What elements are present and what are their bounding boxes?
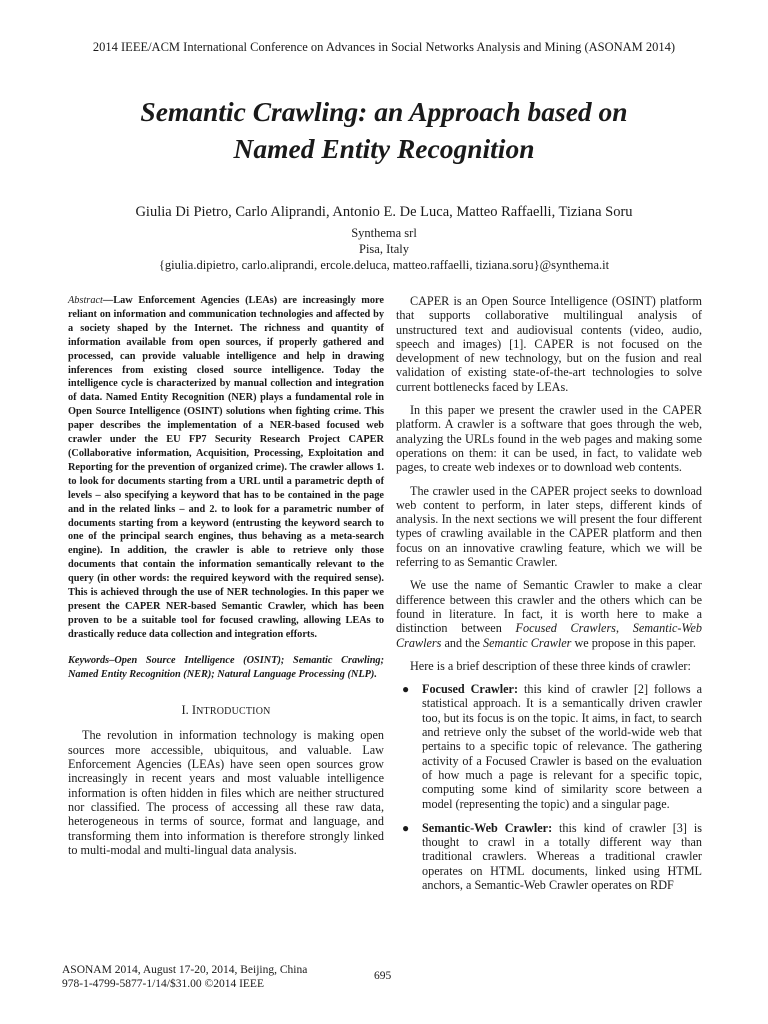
abstract: [68, 294, 384, 642]
footer: [62, 963, 307, 991]
abstract-lead: Abstract: [68, 295, 103, 306]
paragraph-caper: CAPER is an Open Source Intelligence (OSINT) platform that supports collaborative multilingual analysis of unstructured text and audiovisual contents (video, audio, speech and images) [1]. CAPER is not focused on the development of new technology, but on the fusion and real validation of existing state-of-the-art technologies to solve current bottlenecks faced by LEAs.: [396, 294, 702, 394]
distinction-text-a: We use the name of Semantic Crawler to make a clear difference between this crawler and the others which can be found in literature. In fact, it is worth here to make a distinction between: [396, 578, 702, 636]
bullet-text: this kind of crawler [2] follows a statistical approach. It is a semantically driven crawler too, but its focus is on the topic. It aims, in fact, to search and retrieve only the subset of the world-wide web that pertains to a specific topic of relevance. The gathering activity of a Focused Crawler is based on the evaluation of how much a page is relevant for a specific topic, computing some kind of similarity score between a model (representing the topic) and a singular page.: [422, 682, 702, 811]
bullet-term: Semantic-Web Crawler:: [422, 820, 553, 835]
paragraph-distinction: [396, 578, 702, 649]
term-semantic-crawler: Semantic Crawler: [483, 635, 572, 650]
section-title: NTRODUCTION: [196, 706, 271, 718]
list-item: [396, 821, 702, 892]
affiliation-location: Pisa, Italy: [359, 242, 409, 256]
distinction-text-c: and the: [441, 635, 484, 650]
bullet-text: this kind of crawler [3] is thought to crawl in a totally different way than traditional crawlers. Whereas a traditional crawler operates on HTML documents, linked using HTML anchors, a Semantic-Web Crawler operates on RDF: [422, 820, 702, 892]
affiliation-org: Synthema srl: [351, 226, 417, 240]
title-line-1: Semantic Crawling: an Approach based on: [140, 96, 628, 127]
title-line-2: Named Entity Recognition: [233, 133, 535, 164]
crawler-types-list: [396, 682, 702, 892]
footer-isbn: 978-1-4799-5877-1/14/$31.00 ©2014 IEEE: [62, 978, 264, 990]
paragraph-crawler-def: In this paper we present the crawler used in the CAPER platform. A crawler is a software that goes through the web, analyzing the URLs found in the web pages and making some operations on them: it can be used, in fact, to validate web pages, to create web indexes or to download web contents.: [396, 403, 702, 475]
section-heading-introduction: [68, 703, 384, 718]
bullet-icon: ●: [402, 682, 410, 697]
term-focused-crawlers: Focused Crawlers: [515, 621, 616, 636]
footer-venue: ASONAM 2014, August 17-20, 2014, Beijing, China: [62, 964, 308, 976]
bullet-icon: ●: [402, 820, 410, 835]
abstract-text: —Law Enforcement Agencies (LEAs) are increasingly more reliant on information and communication technologies and affected by a society shaped by the Internet. The richness and quantity of information available from open sources, if properly gathered and processed, can provide valuable intelligence and help in drawing inferences from existing closed source intelligence. Today the intelligence cycle is characterized by manual collection and integration of data. Named Entity Recognition (NER) plays a fundamental role in Open Source Intelligence (OSINT) solutions when fighting crime. This paper describes the implementation of a NER-based focused web crawler under the EU FP7 Security Research Project CAPER (Collaborative information, Acquisition, Processing, Exploitation and Reporting for the prevention of organized crime). The crawler allows 1. to look for documents starting from a URL until a parametric depth of levels – also specifying a keyword that has to be contained in the page and in the related links – and 2. to look for a parametric number of documents starting from a keyword (entrusting the keyword search to one of the principal search engines, thus behaving as a meta-search engine). In addition, the crawler is able to retrieve only those documents that contain the information semantically relevant to the query (in other words: the required keyword with the required sense). This is achieved through the use of NER technologies. In this paper we present the CAPER NER-based Semantic Crawler, which has been proven to be a suitable tool for focused crawling, allowing LEAs to drastically reduce data collection and integration efforts.: [68, 295, 384, 640]
distinction-text-d: we propose in this paper.: [571, 635, 696, 650]
left-column: [68, 294, 384, 866]
author-emails: {giulia.dipietro, carlo.aliprandi, ercole.deluca, matteo.raffaelli, tiziana.soru}@synthema.it: [158, 258, 610, 272]
intro-paragraph: The revolution in information technology is making open sources more accessible, ubiquitous, and valuable. Law Enforcement Agencies (LEAs) have seen open sources grow increasingly in recent years and most valuable intelligence information is often hidden in files which are neither structured nor classified. The process of accessing all these raw data, heterogeneous in terms of source, format and language, and transforming them into information is therefore strongly linked to multi-modal and multi-lingual data analysis.: [68, 728, 384, 857]
author-list: Giulia Di Pietro, Carlo Aliprandi, Antonio E. De Luca, Matteo Raffaelli, Tiziana Soru: [135, 204, 633, 220]
keywords: Keywords–Open Source Intelligence (OSINT); Semantic Crawling; Named Entity Recognition (NER); Natural Language Processing (NLP).: [68, 654, 384, 680]
paragraph-brief: Here is a brief description of these three kinds of crawler:: [410, 658, 691, 673]
paper-title: [60, 93, 708, 167]
section-numeral: I. I: [181, 703, 197, 718]
conference-header: 2014 IEEE/ACM International Conference on Advances in Social Networks Analysis and Mining (ASONAM 2014): [92, 40, 676, 54]
paragraph-caper-crawler: The crawler used in the CAPER project seeks to download web content to perform, in later steps, different kinds of analysis. In the next sections we will present the four different types of crawling available in the CAPER platform and then focus on an innovative crawling feature, which we will be referring to as Semantic Crawler.: [396, 483, 702, 570]
right-column: [396, 294, 702, 902]
term-semantic-web-crawlers: Semantic-Web Crawlers: [396, 621, 702, 650]
bullet-term: Focused Crawler:: [422, 682, 519, 697]
list-item: [396, 682, 702, 811]
page-number: 695: [374, 970, 392, 982]
distinction-text-b: ,: [615, 621, 633, 636]
